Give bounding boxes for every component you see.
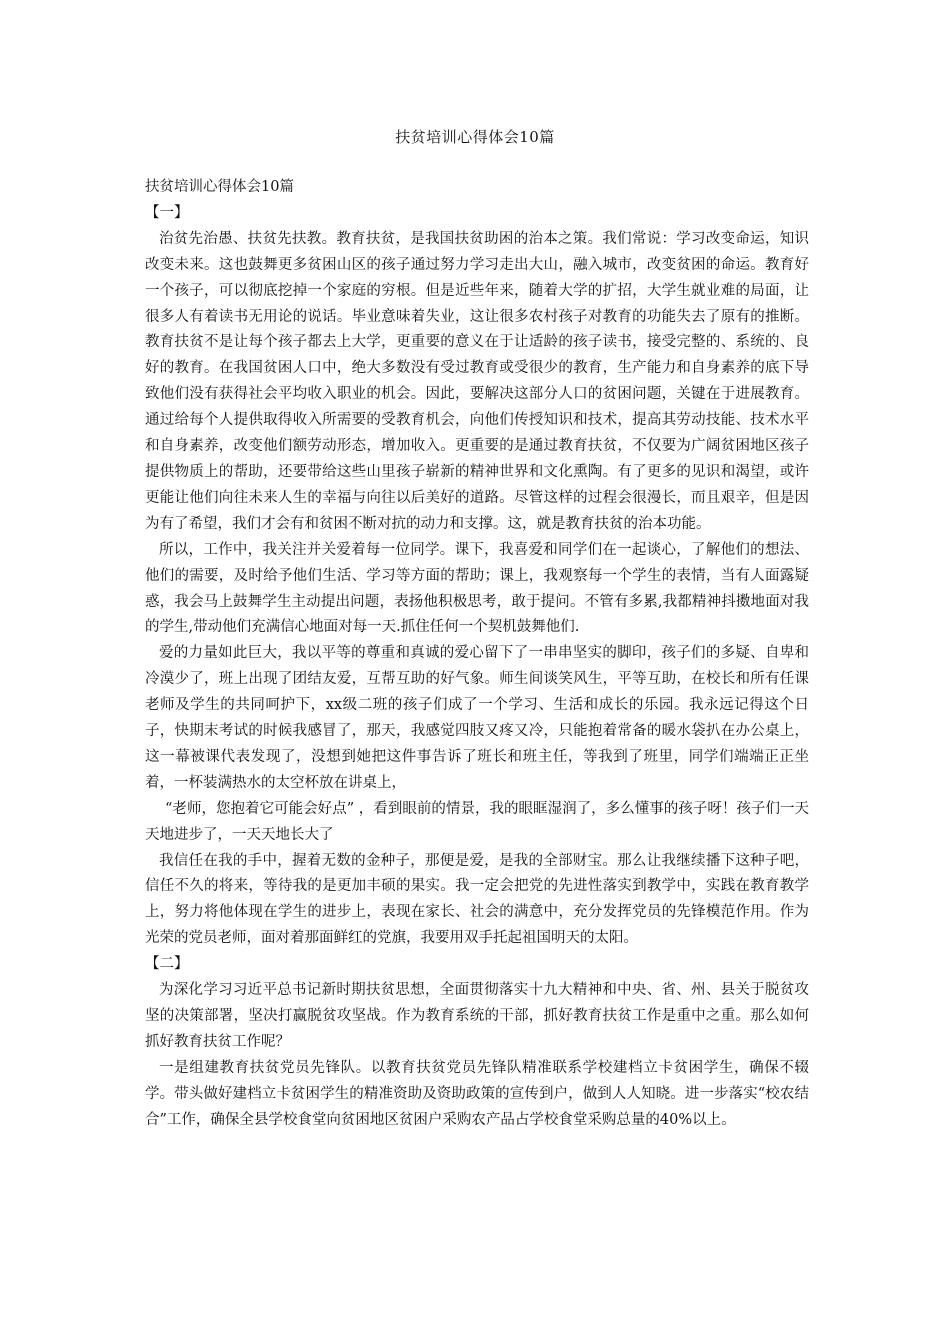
paragraph: 治贫先治愚、扶贫先扶教。教育扶贫，是我国扶贫助困的治本之策。我们常说：学习改变命运，知识改变未来。这也鼓舞更多贫困山区的孩子通过努力学习走出大山，融入城市，改变贫困的命运。教育好一个孩子，可以彻底挖掉一个家庭的穷根。但是近些年来，随着大学的扩招，大学生就业难的局面，让很多人有着读书无用论的说话。毕业意味着失业，这让很多农村孩子对教育的功能失去了原有的推断。教育扶贫不是让每个孩子都去上大学，更重要的意义在于让适龄的孩子读书，接受完整的、系统的、良好的教育。在我国贫困人口中，绝大多数没有受过教育或受很少的教育，生产能力和自身素养的底下导致他们没有获得社会平均收入职业的机会。因此，要解决这部分人口的贫困问题，关键在于进展教育。通过给每个人提供取得收入所需要的受教育机会，向他们传授知识和技术，提高其劳动技能、技术水平和自身素养，改变他们额劳动形态，增加收入。更重要的是通过教育扶贫，不仅要为广阔贫困地区孩子提供物质上的帮助，还要带给这些山里孩子崭新的精神世界和文化熏陶。有了更多的见识和渴望，或许更能让他们向往未来人生的幸福与向往以后美好的道路。尽管这样的过程会很漫长，而且艰辛，但是因为有了希望，我们才会有和贫困不断对抗的动力和支撑。这，就是教育扶贫的治本功能。 [145,230,809,532]
section-label-1: 【一】 [145,204,189,221]
paragraph: 我信任在我的手中，握着无数的金种子，那便是爱，是我的全部财宝。那么让我继续播下这种子吧，信任不久的将来，等待我的是更加丰硕的果实。我一定会把党的先进性落实到教学中，实践在教育教学上，努力将他体现在学生的进步上，表现在家长、社会的满意中，充分发挥党员的先锋模范作用。作为光荣的党员老师，面对着那面鲜红的党旗，我要用双手托起祖国明天的太阳。 [145,852,809,947]
document-body [145,175,809,1134]
paragraph-quote: “老师，您抱着它可能会好点” ，看到眼前的情景，我的眼眶湿润了，多么懂事的孩子呀！孩子们一天天地进步了，一天天地长大了 [145,800,809,843]
document-subtitle: 扶贫培训心得体会10篇 [145,179,294,195]
section-label-2: 【二】 [145,956,189,973]
paragraph: 爱的力量如此巨大，我以平等的尊重和真诚的爱心留下了一串串坚实的脚印，孩子们的多疑、自卑和冷漠少了，班上出现了团结友爱，互帮互助的好气象。师生间谈笑风生，平等互助，在校长和所有任课老师及学生的共同呵护下，xx级二班的孩子们成了一个学习、生活和成长的乐园。我永远记得这个日子，快期末考试的时候我感冒了，那天，我感觉四肢又疼又冷，只能抱着常备的暖水袋扒在办公桌上，这一幕被课代表发现了，没想到她把这件事告诉了班长和班主任，等我到了班里，同学们端端正正坐着，一杯装满热水的太空杯放在讲桌上， [145,645,809,791]
paragraph: 一是组建教育扶贫党员先锋队。以教育扶贫党员先锋队精准联系学校建档立卡贫困学生，确保不辍学。带头做好建档立卡贫困学生的精准资助及资助政策的宣传到户，做到人人知晓。进一步落实“校农结合”工作，确保全县学校食堂向贫困地区贫困户采购农产品占学校食堂采购总量的40%以上。 [145,1059,809,1128]
paragraph: 为深化学习习近平总书记新时期扶贫思想，全面贯彻落实十九大精神和中央、省、州、县关于脱贫攻坚的决策部署，坚决打赢脱贫攻坚战。作为教育系统的干部，抓好教育扶贫工作是重中之重。那么如何抓好教育扶贫工作呢？ [145,982,809,1050]
paragraph: 所以，工作中，我关注并关爱着每一位同学。课下，我喜爱和同学们在一起谈心，了解他们的想法、他们的需要，及时给予他们生活、学习等方面的帮助；课上，我观察每一个学生的表情，当有人面露疑惑，我会马上鼓舞学生主动提出问题，表扬他积极思考，敢于提问。不管有多累,我都精神抖擞地面对我的学生,带动他们充满信心地面对每一天.抓住任何一个契机鼓舞他们. [145,541,809,636]
document-title: 扶贫培训心得体会10篇 [395,128,555,146]
